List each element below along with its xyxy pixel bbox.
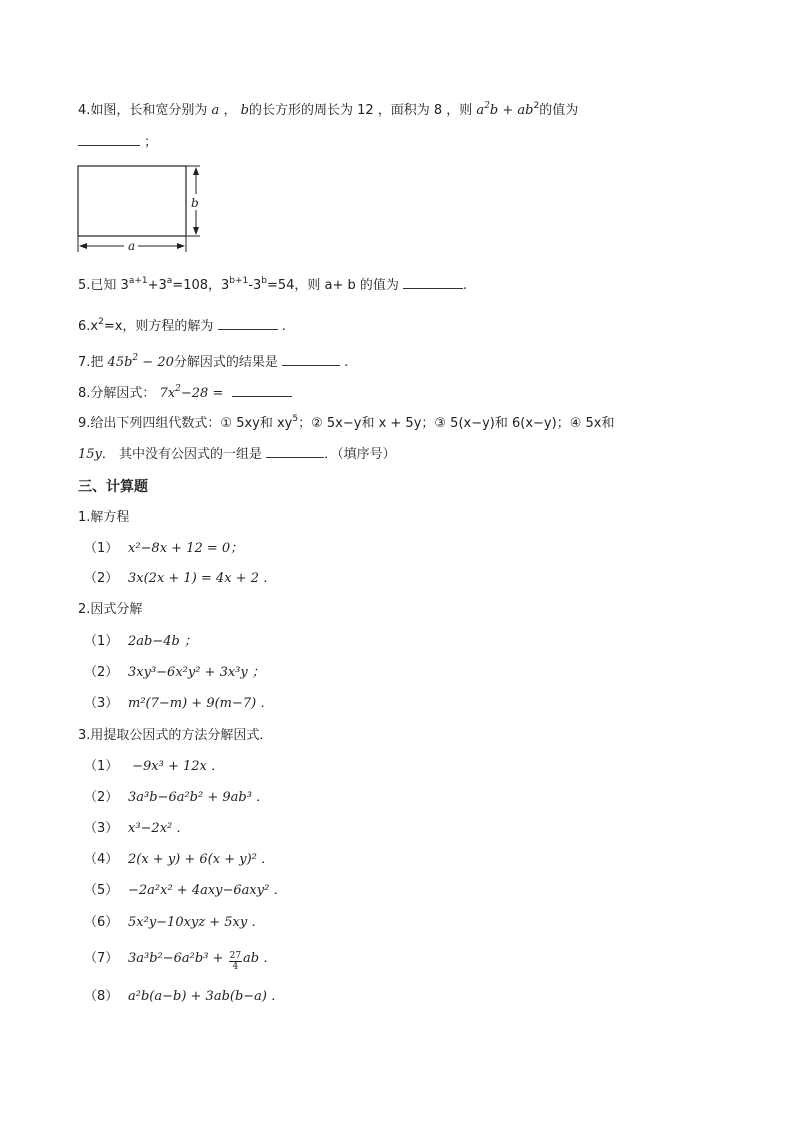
calc-2-item-2: （2） 3xy³−6x²y² + 3x³y ； (84, 665, 265, 680)
rectangle-figure (72, 160, 212, 256)
calc-3-item-5: （5） −2a²x² + 4axy−6axy² ． (84, 883, 287, 898)
answer-blank[interactable] (78, 133, 140, 146)
calc-1-item-1: （1） x²−8x + 12 = 0； (84, 541, 244, 556)
question-6: $6.x^2=x$，则方程的解为 . (78, 317, 286, 334)
calc-3-item-1: （1） −9x³ + 12x ． (84, 759, 225, 774)
answer-blank[interactable] (282, 353, 340, 366)
calc-2-item-3: （3） m²(7−m) + 9(m−7) ． (84, 696, 274, 711)
question-8: 8.分解因式： $7x^2-28$ = (78, 384, 292, 403)
answer-blank[interactable] (266, 445, 324, 458)
question-4-line2: ； (78, 133, 157, 152)
question-4-line1: 4.如图，长和宽分别为 a ， b的长方形的周长为 12 ，面积为 8 ，则 $a^2b + ab^2$的值为 (78, 101, 579, 118)
calc-3-item-3: （3） x³−2x² ． (84, 821, 190, 836)
expression: $a^2b$ + ab (476, 101, 534, 118)
fraction: $\frac{27}{4}$ (229, 951, 242, 972)
calc-3-item-2: （2） 3a³b−6a²b² + 9ab³ ． (84, 790, 270, 805)
calc-2-item-1: （1） 2ab−4b ； (84, 634, 197, 649)
calc-1-item-2: （2） 3x(2x + 1) = 4x + 2 ． (84, 571, 277, 586)
question-7: 7.把 $45b^2 - 20$分解因式的结果是 . (78, 353, 349, 370)
question-9-line1: 9.给出下列四组代数式：① 5xy和 $xy^5$；② 5x−y和 x + 5y；③ 5(x−y)和 6(x−y)；④ 5x和 (78, 414, 615, 431)
calc-3-item-8: （8） a²b(a−b) + 3ab(b−a) ． (84, 989, 285, 1004)
calc-2-title: 2.因式分解 (78, 602, 143, 617)
answer-blank[interactable] (232, 384, 292, 397)
var-a: a (211, 103, 220, 118)
calc-3-item-7: （7） 3a³b²−6a²b³ + $\frac{27}{4}$ ab ． (84, 951, 277, 972)
answer-blank[interactable] (218, 317, 278, 330)
calc-3-item-4: （4） 2(x + y) + 6(x + y)² ． (84, 852, 274, 867)
var-b: b (240, 103, 249, 118)
calc-1-title: 1.解方程 (78, 510, 130, 525)
side-label-b: b (191, 196, 199, 210)
question-5: 5.已知 $3^{a+1}+3^a=108$，$3^{b+1}-3^b=54$，则 a+ b 的值为 . (78, 276, 468, 293)
rectangle-shape (78, 166, 186, 236)
bottom-label-a: a (128, 239, 136, 253)
question-9-line2: 15y． 其中没有公因式的一组是 ．（填序号） (78, 447, 396, 462)
calc-3-title: 3.用提取公因式的方法分解因式． (78, 728, 273, 743)
calc-3-item-6: （6） 5x²y−10xyz + 5xy ． (84, 915, 265, 930)
section-heading: 三、计算题 (78, 479, 148, 495)
answer-blank[interactable] (403, 276, 463, 289)
